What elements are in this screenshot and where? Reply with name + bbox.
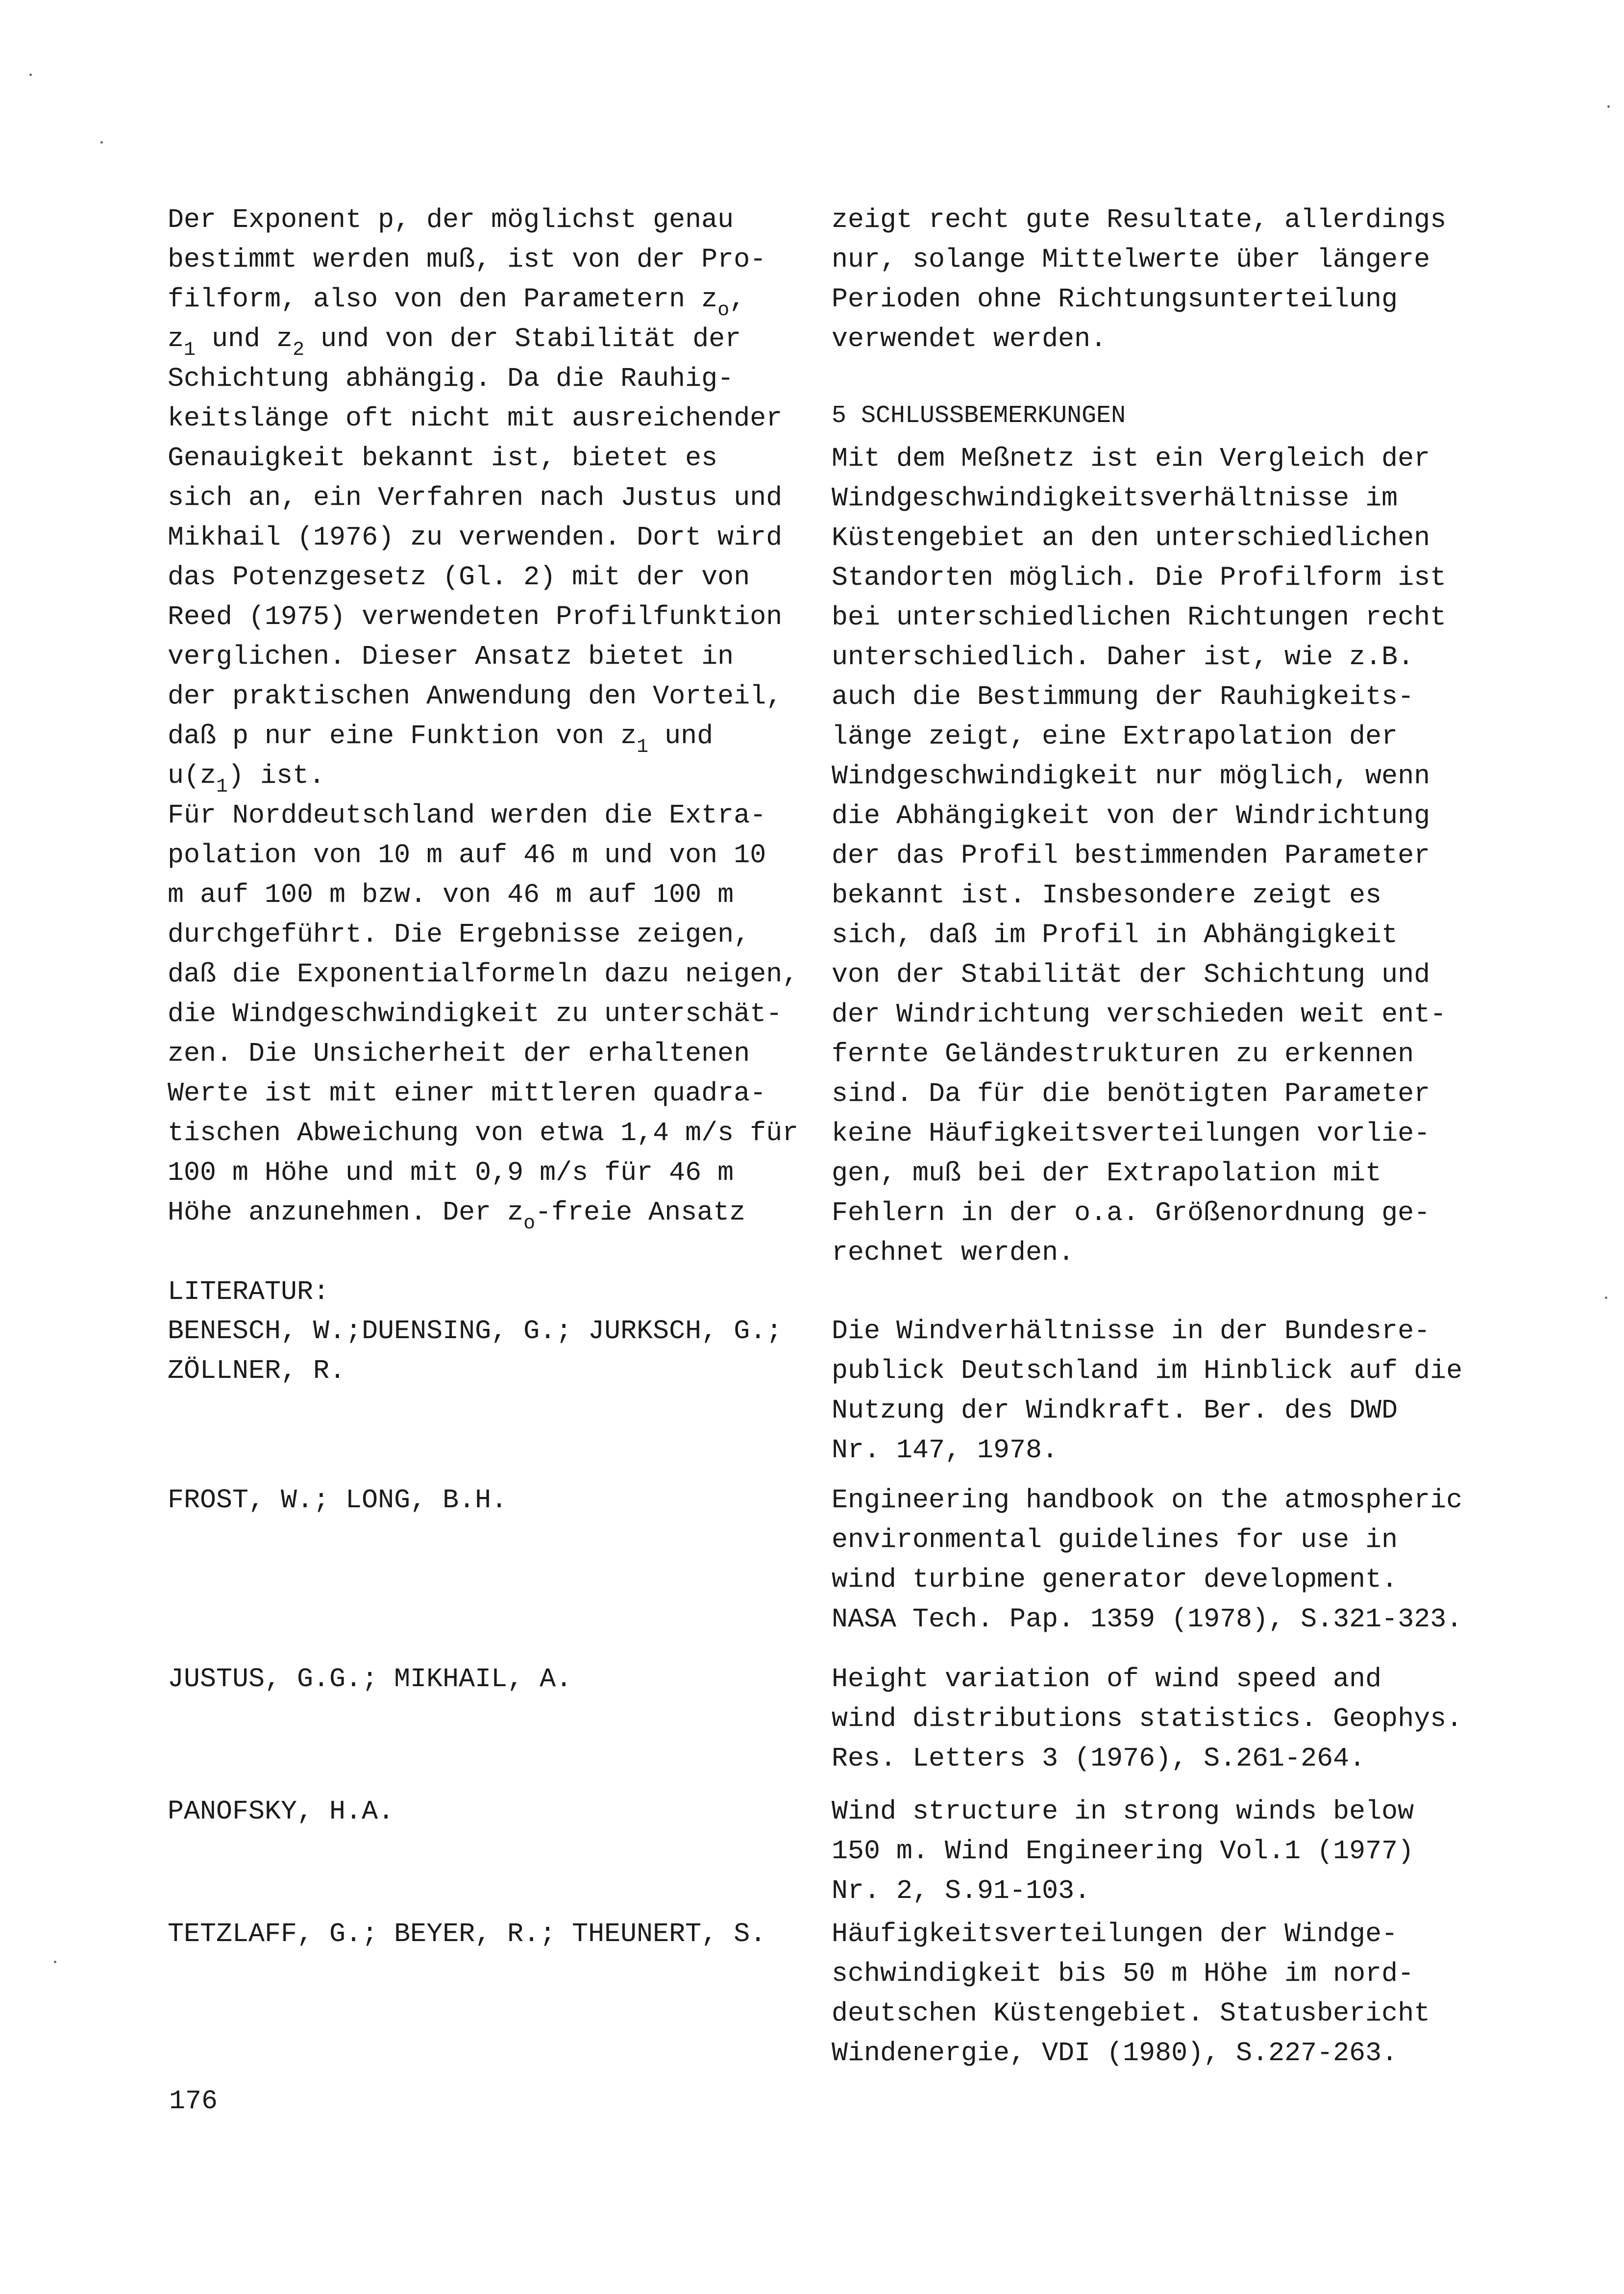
text-line: gen, muß bei der Extrapolation mit xyxy=(832,1158,1382,1189)
scan-speck xyxy=(1607,105,1610,108)
text-line: rechnet werden. xyxy=(832,1237,1075,1268)
text-segment: bestimmt werden muß, ist von der Pro- xyxy=(168,244,766,275)
text-line xyxy=(168,835,805,875)
text-segment: Genauigkeit bekannt ist, bietet es xyxy=(168,443,718,474)
text-segment: -freie Ansatz xyxy=(535,1197,746,1228)
reference-citation: Die Windverhältnisse in der Bundesre- publick Deutschland im Hinblick auf die Nutzung der Windkraft. Ber. des DWD Nr. 147, 1978. xyxy=(832,1316,1463,1466)
text-segment: 100 m Höhe und mit 0,9 m/s für 46 m xyxy=(168,1157,734,1188)
text-line xyxy=(168,438,805,478)
text-segment: und von der Stabilität der xyxy=(304,324,741,354)
text-line xyxy=(168,518,805,557)
text-line: bekannt ist. Insbesondere zeigt es xyxy=(832,880,1382,911)
text-line: sich, daß im Profil in Abhängigkeit xyxy=(832,920,1398,950)
right-column-intro xyxy=(832,200,1483,359)
text-segment: Werte ist mit einer mittleren quadra- xyxy=(168,1078,766,1109)
text-line: der Windrichtung verschieden weit ent- xyxy=(832,999,1447,1030)
subscript: 2 xyxy=(293,339,305,361)
text-line xyxy=(168,637,805,676)
text-line xyxy=(168,796,805,835)
text-line: Mit dem Meßnetz ist ein Vergleich der xyxy=(832,443,1430,474)
text-segment: , xyxy=(729,284,746,315)
text-segment: Reed (1975) verwendeten Profilfunktion xyxy=(168,601,783,632)
text-line: Fehlern in der o.a. Größenordnung ge- xyxy=(832,1197,1430,1228)
text-line xyxy=(168,1113,805,1153)
scan-speck xyxy=(100,141,103,144)
text-segment: keitslänge oft nicht mit ausreichender xyxy=(168,403,783,434)
scan-speck xyxy=(29,74,32,76)
text-segment: der praktischen Anwendung den Vorteil, xyxy=(168,681,783,712)
text-segment: Der Exponent p, der möglichst genau xyxy=(168,204,734,235)
text-line: fernte Geländestrukturen zu erkennen xyxy=(832,1039,1414,1070)
text-line xyxy=(168,994,805,1034)
text-segment: polation von 10 m auf 46 m und von 10 xyxy=(168,840,766,871)
reference-authors: BENESCH, W.;DUENSING, G.; JURKSCH, G.; ZÖLLNER, R. xyxy=(168,1316,783,1386)
text-line xyxy=(168,1034,805,1073)
text-line xyxy=(168,716,805,756)
text-segment: das Potenzgesetz (Gl. 2) mit der von xyxy=(168,562,750,593)
text-line: auch die Bestimmung der Rauhigkeits- xyxy=(832,681,1414,712)
reference-citation: Engineering handbook on the atmospheric environmental guidelines for use in wind turbine generator development. NASA Tech. Pap. 1359 (1978), S.321-323. xyxy=(832,1485,1463,1635)
left-column-text xyxy=(168,200,805,1235)
text-line xyxy=(168,557,805,597)
reference-citation: Häufigkeitsverteilungen der Windge- schwindigkeit bis 50 m Höhe im nord- deutschen Küstengebiet. Statusbericht Windenergie, VDI (1980), S.227-263. xyxy=(832,1919,1430,2069)
text-line xyxy=(168,597,805,637)
subscript: o xyxy=(523,1213,536,1235)
text-segment: und xyxy=(648,721,714,751)
text-line xyxy=(168,915,805,954)
text-segment: daß p nur eine Funktion von z xyxy=(168,721,637,751)
reference-citation: Wind structure in strong winds below 150 m. Wind Engineering Vol.1 (1977) Nr. 2, S.91-103. xyxy=(832,1796,1414,1906)
text-segment: und z xyxy=(196,324,293,354)
text-segment: tischen Abweichung von etwa 1,4 m/s für xyxy=(168,1118,799,1148)
text-line: nur, solange Mittelwerte über längere xyxy=(832,244,1430,275)
text-line: Küstengebiet an den unterschiedlichen xyxy=(832,523,1430,553)
text-line: keine Häufigkeitsverteilungen vorlie- xyxy=(832,1118,1430,1149)
subscript: 1 xyxy=(184,339,196,361)
text-line xyxy=(168,954,805,994)
text-segment: sich an, ein Verfahren nach Justus und xyxy=(168,482,783,513)
text-line: länge zeigt, eine Extrapolation der xyxy=(832,721,1398,752)
reference-citation: Height variation of wind speed and wind distributions statistics. Geophys. Res. Letters 3 (1976), S.261-264. xyxy=(832,1664,1463,1774)
text-line xyxy=(168,1193,805,1235)
text-line: von der Stabilität der Schichtung und xyxy=(832,959,1430,990)
text-line xyxy=(168,399,805,438)
text-line xyxy=(168,1073,805,1113)
text-segment: filform, also von den Parametern z xyxy=(168,284,718,315)
text-segment: zen. Die Unsicherheit der erhaltenen xyxy=(168,1038,750,1069)
text-line xyxy=(168,200,805,240)
text-line xyxy=(168,756,805,796)
reference-authors: JUSTUS, G.G.; MIKHAIL, A. xyxy=(168,1664,572,1695)
text-segment: die Windgeschwindigkeit zu unterschät- xyxy=(168,998,783,1029)
subscript: 1 xyxy=(216,776,228,798)
text-line xyxy=(168,359,805,399)
text-line: Standorten möglich. Die Profilform ist xyxy=(832,562,1447,593)
reference-authors: FROST, W.; LONG, B.H. xyxy=(168,1485,508,1516)
page-number: 176 xyxy=(169,2086,218,2117)
section-heading: 5 SCHLUSSBEMERKUNGEN xyxy=(832,402,1126,430)
text-line: zeigt recht gute Resultate, allerdings xyxy=(832,204,1447,235)
text-segment: daß die Exponentialformeln dazu neigen, xyxy=(168,959,799,990)
text-line: verwendet werden. xyxy=(832,324,1107,354)
text-segment: ) ist. xyxy=(228,760,325,791)
text-line: unterschiedlich. Daher ist, wie z.B. xyxy=(832,642,1414,673)
text-segment: Höhe anzunehmen. Der z xyxy=(168,1197,524,1228)
subscript: 1 xyxy=(637,736,649,758)
text-segment: m auf 100 m bzw. von 46 m auf 100 m xyxy=(168,879,734,910)
reference-authors: TETZLAFF, G.; BEYER, R.; THEUNERT, S. xyxy=(168,1919,766,1949)
text-line xyxy=(168,279,805,322)
text-segment: z xyxy=(168,324,184,354)
text-line: die Abhängigkeit von der Windrichtung xyxy=(832,800,1430,831)
text-line: bei unterschiedlichen Richtungen recht xyxy=(832,602,1447,633)
reference-authors: PANOFSKY, H.A. xyxy=(168,1796,394,1827)
text-segment: Schichtung abhängig. Da die Rauhig- xyxy=(168,363,734,394)
text-segment: Für Norddeutschland werden die Extra- xyxy=(168,800,766,831)
right-column-body xyxy=(832,439,1483,1272)
text-line xyxy=(168,676,805,716)
text-line xyxy=(168,1153,805,1193)
text-segment: Mikhail (1976) zu verwenden. Dort wird xyxy=(168,522,783,553)
text-line xyxy=(168,478,805,518)
text-segment: u(z xyxy=(168,760,217,791)
text-line xyxy=(168,240,805,279)
literature-heading: LITERATUR: xyxy=(168,1276,330,1307)
text-line: sind. Da für die benötigten Parameter xyxy=(832,1078,1430,1109)
text-line: Windgeschwindigkeit nur möglich, wenn xyxy=(832,761,1430,792)
text-segment: durchgeführt. Die Ergebnisse zeigen, xyxy=(168,919,750,950)
text-line xyxy=(168,319,805,359)
text-line xyxy=(168,875,805,915)
scan-speck xyxy=(54,1961,56,1963)
text-line: Perioden ohne Richtungsunterteilung xyxy=(832,284,1398,315)
subscript: o xyxy=(717,299,730,322)
text-line: Windgeschwindigkeitsverhältnisse im xyxy=(832,483,1398,514)
text-segment: verglichen. Dieser Ansatz bietet in xyxy=(168,641,734,672)
text-line: der das Profil bestimmenden Parameter xyxy=(832,840,1430,871)
scan-speck xyxy=(1605,1297,1607,1299)
